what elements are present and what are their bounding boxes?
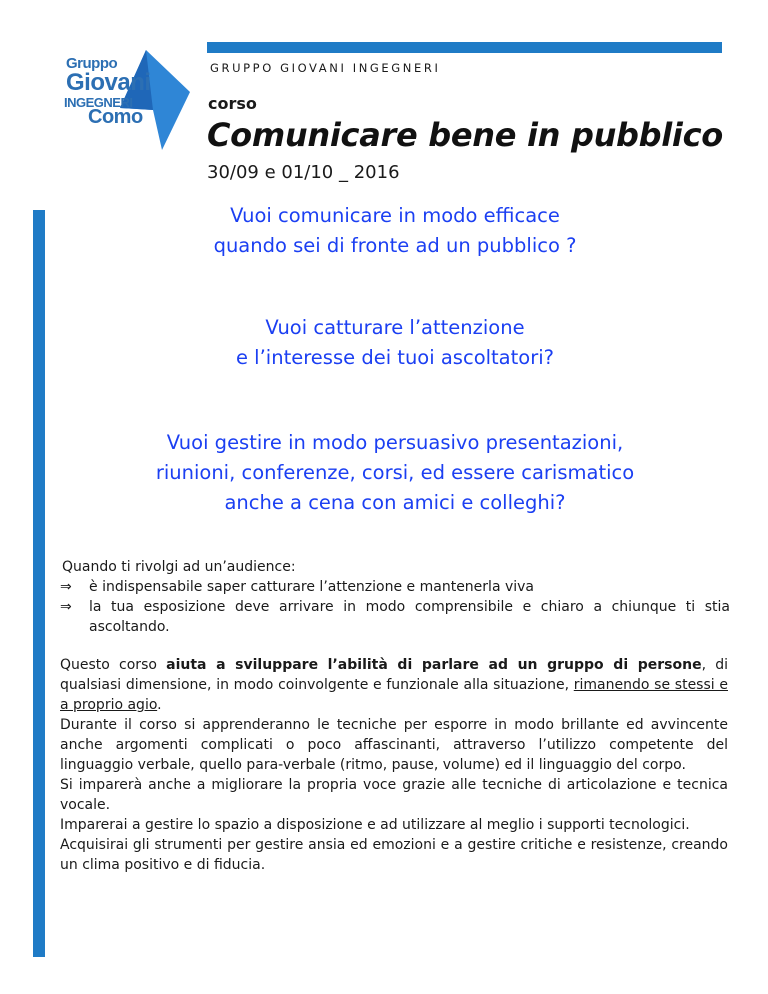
course-description	[60, 655, 728, 875]
question-line: Vuoi catturare l’attenzione	[265, 316, 525, 339]
bullet-arrow-icon: ⇒	[60, 579, 72, 595]
question-block-3	[60, 428, 730, 518]
course-kicker: corso	[208, 94, 257, 113]
bullet-text: è indispensabile saper catturare l’attenzione e mantenerla viva	[89, 579, 535, 595]
question-line: Vuoi comunicare in modo efficace	[230, 204, 560, 227]
bullet-item	[60, 577, 730, 597]
course-title: Comunicare bene in pubblico	[207, 116, 723, 154]
logo	[58, 50, 193, 150]
bullet-arrow-icon: ⇒	[60, 599, 72, 615]
description-paragraph: Si imparerà anche a migliorare la propria voce grazie alle tecniche di articolazione e tecnica vocale.	[60, 777, 728, 813]
question-block-2	[60, 313, 730, 373]
question-line: Vuoi gestire in modo persuasivo presentazioni,	[166, 431, 624, 454]
logo-text-line-4: Como	[88, 106, 143, 128]
organization-name: GRUPPO GIOVANI INGEGNERI	[210, 61, 441, 75]
p1-end: .	[157, 697, 162, 713]
bullet-text: la tua esposizione deve arrivare in modo comprensibile e chiaro a chiunque ti stia ascoltando.	[89, 599, 730, 635]
bullet-item	[60, 597, 730, 637]
description-paragraph: Imparerai a gestire lo spazio a disposizione e ad utilizzare al meglio i supporti tecnologici.	[60, 817, 690, 833]
course-dates: 30/09 e 01/10 _ 2016	[207, 162, 400, 183]
p1-start: Questo corso	[60, 657, 167, 673]
side-accent-bar	[33, 210, 45, 957]
logo-text-line-2: Giovani	[66, 69, 151, 96]
intro-lead: Quando ti rivolgi ad un’audience:	[62, 559, 296, 575]
description-paragraph	[60, 655, 728, 715]
logo-text-line-3: INGEGNERI	[64, 95, 133, 110]
intro-section	[60, 557, 730, 637]
question-line: riunioni, conferenze, corsi, ed essere carismatico	[155, 461, 635, 484]
question-block-1	[60, 201, 730, 261]
description-paragraph: Acquisirai gli strumenti per gestire ansia ed emozioni e a gestire critiche e resistenze, creando un clima positivo e di fiducia.	[60, 837, 728, 873]
logo-text-line-1: Gruppo	[66, 55, 118, 72]
question-line: quando sei di fronte ad un pubblico ?	[213, 234, 577, 257]
p1-underline: rimanendo se stessi e a proprio agio	[60, 677, 728, 713]
header-accent-bar	[207, 42, 722, 53]
p1-mid: , di qualsiasi dimensione, in modo coinvolgente e funzionale alla situazione,	[60, 657, 728, 693]
question-line: e l’interesse dei tuoi ascoltatori?	[235, 346, 554, 369]
question-line: anche a cena con amici e colleghi?	[224, 491, 566, 514]
p1-bold: aiuta a sviluppare l’abilità di parlare ad un gruppo di persone	[166, 657, 702, 673]
description-paragraph: Durante il corso si apprenderanno le tecniche per esporre in modo brillante ed avvincente anche argomenti complicati o poco affascinanti, attraverso l’utilizzo competente del linguaggio verbale, quello para-verbale (ritmo, pause, volume) ed il linguaggio del corpo.	[60, 717, 728, 773]
